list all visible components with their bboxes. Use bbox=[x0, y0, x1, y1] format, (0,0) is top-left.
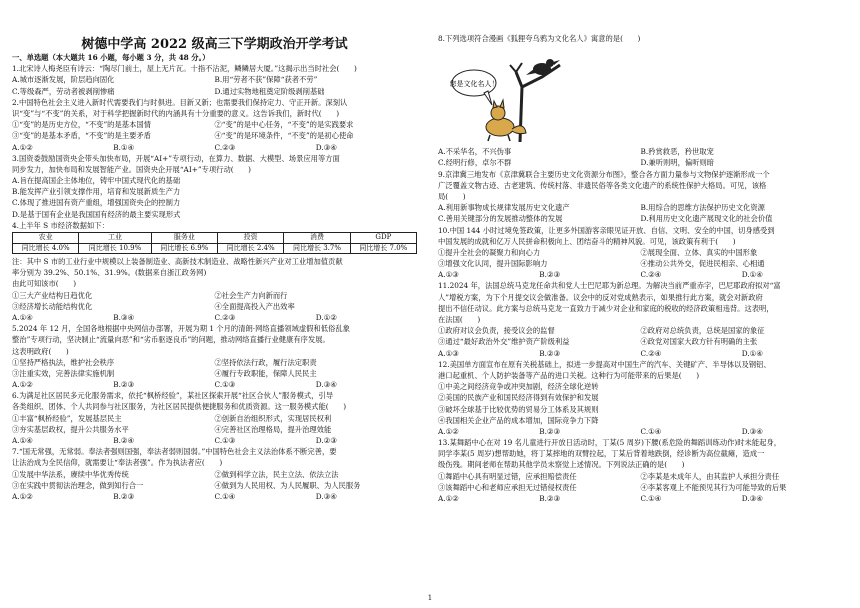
right-column bbox=[438, 0, 843, 504]
option-d: D.通过实物地租奠定阶级剥削基础 bbox=[214, 86, 325, 96]
answer-a: A.①④ bbox=[12, 312, 33, 322]
option-b: B.能发挥产业引领支撑作用，培育和发展新质生产力 bbox=[12, 187, 181, 197]
statement-3: ③在实践中贯彻法治理念，做到知行合一 bbox=[12, 480, 144, 490]
option-a: A.利用新事物成长规律发展历史文化遗产 bbox=[438, 203, 570, 213]
option-b: B.用综合的思维方法保护历史文化资源 bbox=[640, 203, 765, 213]
question-stem: 级伤残。期间老师在帮助其他学员未察觉上述情况。下列说法正确的是( ) bbox=[438, 460, 685, 470]
option-d: D.兼听则明，偏听则暗 bbox=[640, 158, 715, 168]
statement-2: ②坚持依法行政，履行法定职责 bbox=[214, 357, 317, 367]
question-stem: 广泛覆盖文物古迹、古老建筑、传统村落、非遗民俗等各类文化遗产的系统性保护大格局。可见，该格 bbox=[438, 180, 767, 190]
statement-3: ③夯实基层政权，提升公共服务水平 bbox=[12, 424, 129, 434]
table-cell: 服务业 bbox=[151, 233, 217, 244]
statement-4: ④政党对国家大政方针有明确的主张 bbox=[640, 337, 758, 347]
statement-3: ③经济增长动能结构优化 bbox=[12, 301, 93, 311]
statement-3: ③该舞蹈中心和老师应承担无过错侵权责任 bbox=[438, 482, 577, 492]
statement-2: ②李某是未成年人，由其监护人承担分责任 bbox=[640, 471, 780, 481]
option-c: C.善用关键部分的发展推动整体的发展 bbox=[438, 214, 563, 224]
answer-b: B.②③ bbox=[539, 494, 561, 503]
answer-b: B.②③ bbox=[539, 270, 561, 280]
question-stem: 同学李某(5 周岁)想帮助她，将丁某摔地的双臂拉起，丁某后背着地跌倒，经诊断为高位截瘫，造成一 bbox=[438, 449, 765, 459]
speech-bubble-text: 您是文化名人！ bbox=[450, 80, 499, 89]
statement-1: ①丰富“枫桥经验”，发展基层民主 bbox=[12, 413, 122, 423]
statement-1: ①中美之间经济竞争或冲突加剧，经济全球化逆转 bbox=[438, 382, 599, 392]
question-6 bbox=[12, 390, 417, 446]
option-c: C.体现了推进国有资产重组，增强国资央企的控制力 bbox=[12, 198, 181, 208]
question-7 bbox=[12, 446, 417, 502]
table-cell: 同比增长 3.7% bbox=[284, 243, 350, 254]
statement-2: ②“变”的是中心任务，“不变”的是实践要求 bbox=[214, 120, 354, 130]
question-stem: 12.美国单方面宣布在原有关税基础上，拟进一步提高对中国生产的汽车、关键矿产、半导体以及钢铝、 bbox=[438, 359, 771, 369]
answer-b: B.②③ bbox=[539, 426, 561, 436]
statement-1: ①提升全社会的凝聚力和向心力 bbox=[438, 247, 541, 257]
answer-c: C.①③ bbox=[214, 380, 236, 390]
table-cell: 消费 bbox=[284, 233, 350, 244]
question-2 bbox=[12, 97, 417, 153]
answer-b: B.③④ bbox=[113, 312, 135, 322]
question-stem: 提出不信任动议。此方案与总统马克龙一直致力于减少对企业和家庭的税收的经济政策相违背。这表明， bbox=[438, 303, 774, 313]
question-stem: 6.为满足社区居民多元化服务需求，依托“枫桥经验”，某社区探索开展“社区合伙人”服务模式，引导 bbox=[12, 391, 334, 401]
question-stem: 在法国( ) bbox=[438, 315, 481, 324]
answer-c: C.②③ bbox=[214, 312, 236, 322]
answer-d: D.③④ bbox=[741, 494, 763, 503]
exam-title: 树德中学高 2022 级高三下学期政治开学考试 bbox=[81, 37, 348, 52]
table-cell: 投资 bbox=[218, 233, 284, 244]
statement-4: ④完善社区治理格局，提升治理效能 bbox=[214, 424, 332, 434]
statement-4: ④李某客观上不能预见其行为可能导致的后果 bbox=[640, 482, 787, 492]
answer-d: D.③④ bbox=[315, 380, 337, 390]
answer-a: A.①② bbox=[12, 491, 33, 501]
question-stem: 整治”专项行动，坚决制止“流量向恶”和“劣币驱逐良币”的问题，推动网络直播行业健康有序发展。 bbox=[12, 335, 330, 345]
option-d: D.是基于国有企业是我国国有经济的最主要实现形式 bbox=[12, 209, 181, 219]
table-cell: 同比增长 4.0% bbox=[13, 243, 79, 254]
section-heading: 一、单选题（本大题共 16 小题，每小题 3 分，共 48 分。） bbox=[12, 53, 210, 62]
answer-b: B.②③ bbox=[113, 380, 135, 390]
answer-a: A.①④ bbox=[12, 436, 33, 445]
table-cell: 同比增长 2.4% bbox=[218, 243, 284, 254]
answer-c: C.①④ bbox=[214, 491, 236, 501]
question-9 bbox=[438, 169, 843, 225]
table-row bbox=[13, 243, 417, 254]
option-b: B.用“劳者不获”保障“获者不劳” bbox=[214, 75, 318, 85]
statement-4: ④全面提高投入产出效率 bbox=[214, 301, 295, 311]
option-c: C.等级森严，劳动者被剥削惨痛 bbox=[12, 86, 115, 96]
page-number: 1 bbox=[427, 594, 433, 602]
question-stem: 5.2024 年 12 月，全国各地根据中央网信办部署，开展为期 1 个月的清朗·网络直播领域虚假和低俗乱象 bbox=[12, 324, 350, 334]
answer-c: C.②④ bbox=[640, 270, 662, 280]
fox-crow-cartoon bbox=[450, 47, 580, 142]
statement-1: ①“变”的是历史方位，“不变”的是基本国情 bbox=[12, 120, 151, 130]
question-12 bbox=[438, 359, 843, 437]
question-3 bbox=[12, 153, 417, 220]
answer-a: A.①② bbox=[12, 380, 33, 390]
statement-3: ③“变”的是基本矛盾，“不变”的是主要矛盾 bbox=[12, 131, 151, 141]
question-13 bbox=[438, 437, 843, 504]
statement-3: ③破坏全球基于比较优势的贸易分工体系及其规则 bbox=[438, 404, 599, 414]
question-stem: 10.中国 144 小时过境免签政策，让更多外国游客亲眼见证开放、自信、文明、安全的中国，切身感受到 bbox=[438, 225, 775, 235]
question-stem: 11.2024 年，法国总统马克龙任命共和党人士巴尼耶为新总理。为解决当前严重赤字，巴尼耶政府拟对“富 bbox=[438, 281, 781, 291]
question-8 bbox=[438, 33, 843, 169]
statement-4: ④“变”的是环境条件，“不变”的是初心使命 bbox=[214, 131, 354, 141]
option-d: D.利用历史文化遗产展现文化的社会价值 bbox=[640, 214, 773, 224]
question-1 bbox=[12, 63, 417, 97]
question-11 bbox=[438, 280, 843, 358]
question-5 bbox=[12, 323, 417, 390]
statement-2: ②社会生产力向新而行 bbox=[214, 290, 288, 300]
option-a: A.城市逐渐发展，阶层趋向固化 bbox=[12, 75, 115, 85]
option-b: B.矜赏救恶，矜世取宠 bbox=[640, 147, 714, 157]
answer-d: D.③④ bbox=[315, 491, 337, 501]
question-stem: 8.下列选项符合漫画《狐狸夸乌鸦为文化名人》寓意的是( ) bbox=[438, 34, 641, 43]
answer-d: D.③④ bbox=[315, 142, 337, 152]
question-stem: 港口起重机、个人防护装备等产品的进口关税。这种行为可能带来的后果是( ) bbox=[438, 370, 700, 380]
statement-4: ④我国相关企业产品的成本增加，国际竞争力下降 bbox=[438, 415, 599, 425]
answer-d: D.①④ bbox=[741, 270, 763, 280]
statement-1: ①发展中华法系，赓续中华优秀传统 bbox=[12, 469, 129, 479]
answer-b: B.②③ bbox=[539, 348, 561, 358]
statement-3: ③通过“最好政治外交”维护资产阶级利益 bbox=[438, 337, 570, 347]
question-stem: 局( ) bbox=[438, 191, 466, 201]
answer-d: D.②③ bbox=[315, 436, 337, 445]
question-stem: 4.上半年 S 市经济数据如下： bbox=[12, 220, 109, 230]
statement-3: ③增强文化认同，提升国际影响力 bbox=[438, 259, 548, 269]
table-cell: 工业 bbox=[79, 233, 151, 244]
question-stem: 13.某舞蹈中心在对 19 名儿童进行开放日活动时，丁某(5 周岁)下腰(系危险的舞蹈训练动作)时未能起身， bbox=[438, 438, 782, 448]
statement-4: ④推动公共外交，促进民相亲、心相通 bbox=[640, 259, 765, 269]
statement-3: ③注重实效，完善法律实施机制 bbox=[12, 368, 115, 378]
answer-c: C.①④ bbox=[640, 426, 662, 436]
statement-2: ②做到科学立法，民主立法、依法立法 bbox=[214, 469, 339, 479]
question-stem: 由此可知该市( ) bbox=[12, 279, 77, 289]
answer-d: D.①④ bbox=[741, 348, 763, 358]
answer-c: C.②③ bbox=[214, 142, 236, 152]
answer-d: D.①② bbox=[315, 312, 337, 322]
statement-1: ①三大产业结构日趋优化 bbox=[12, 290, 93, 300]
statement-2: ②展现全面、立体、真实的中国形象 bbox=[640, 247, 758, 257]
statement-4: ④履行专政职能，保障人民民主 bbox=[214, 368, 317, 378]
statement-1: ①舞蹈中心具有明显过错，应承担赔偿责任 bbox=[438, 471, 577, 481]
question-stem: 中国发展的成就和亿万人民拼命积极向上、团结奋斗的精神风貌。可见，该政策有利于( ) bbox=[438, 236, 736, 246]
statement-1: ①坚持严格执法，维护社会秩序 bbox=[12, 357, 115, 367]
economic-data-table bbox=[12, 232, 417, 254]
answer-a: A.①③ bbox=[438, 348, 459, 358]
statement-2: ②美国的民族产业和国民经济得到有效保护和发展 bbox=[438, 393, 599, 403]
table-header-row bbox=[13, 233, 417, 244]
statement-2: ②创新自治组织形式，实现居民权利 bbox=[214, 413, 332, 423]
answer-a: A.①② bbox=[12, 142, 33, 152]
answer-d: D.③④ bbox=[741, 426, 763, 436]
answer-b: B.①④ bbox=[113, 142, 135, 152]
answer-b: B.②④ bbox=[113, 436, 135, 445]
question-stem: 让法治成为全民信仰，就需要让“奉法者强”。作为执法者应( ) bbox=[12, 458, 223, 468]
question-stem: 2.中国特色社会主义进入新时代需要我们与时俱进。目新又新；也需要我们保持定力、守正开新。深刻认 bbox=[12, 97, 348, 107]
table-cell: GDP bbox=[350, 233, 416, 244]
answer-a: A.①③ bbox=[438, 270, 459, 280]
answer-c: C.②④ bbox=[640, 348, 662, 358]
question-stem: 3.国资委鼓励国资央企带头加快布局，开展“AI+”专项行动，在算力、数据、大模型、场景应用等方面 bbox=[12, 153, 340, 163]
table-note: 注：其中 S 市的工业行业中规模以上装备制造业、高新技术制造业、战略性新兴产业对工业增加值贡献 bbox=[12, 257, 343, 266]
question-stem: 1.北宋诗人梅尧臣有诗云：“陶尽门前土，屋上无片瓦。十指不沾泥，鳞鳞居大厦。”这揭示出当时社会( ) bbox=[12, 64, 357, 74]
answer-c: C.①④ bbox=[640, 494, 662, 503]
question-stem: 9.京津冀三地发布《京津冀联合主要历史文化资源分布图》，整合各方面力量参与文物保护逐渐形成一个 bbox=[438, 169, 770, 179]
answer-a: A.①② bbox=[438, 494, 459, 503]
question-stem: 7.“国无常强，无常弱。奉法者强则国强，奉法者弱则国弱。”中国特色社会主义法治体系不断完善，要 bbox=[12, 447, 337, 457]
option-a: A.旨在提高国企主体地位，铸牢中国式现代化的基础 bbox=[12, 176, 181, 186]
question-10 bbox=[438, 225, 843, 281]
question-stem: 各类组织、团体、个人共同参与社区服务，为社区居民提供便捷服务和优质资源。这一服务模式能( ) bbox=[12, 402, 347, 412]
question-stem: 识“变”与“不变”的关系，对于科学把握新时代的内涵具有十分重要的意义。这告诉我们，新时代( ) bbox=[12, 108, 340, 118]
table-cell: 同比增长 7.0% bbox=[350, 243, 416, 254]
statement-2: ②政府对总统负责，总统是国家的象征 bbox=[640, 326, 765, 336]
answer-b: B.②③ bbox=[113, 491, 135, 501]
cartoon-illustration bbox=[450, 47, 580, 142]
answer-a: A.①② bbox=[438, 426, 459, 436]
table-note: 率分别为 39.2%、50.1%、31.9%。(数据来自浙江政务网) bbox=[12, 268, 207, 278]
left-column bbox=[12, 0, 417, 502]
question-stem: 人”增税方案，为下个月提交议会做准备。议会中的反对党成熟表示，如果推行此方案，就会对新政府 bbox=[438, 292, 763, 302]
question-4 bbox=[12, 220, 417, 323]
option-a: A.不采华名，不兴伪事 bbox=[438, 147, 512, 157]
question-stem: 这表明政府( ) bbox=[12, 346, 69, 356]
statement-4: ④做到为人民用权、为人民履职、为人民服务 bbox=[214, 480, 361, 490]
table-cell: 同比增长 6.9% bbox=[151, 243, 217, 254]
table-cell: 农业 bbox=[13, 233, 79, 244]
answer-c: C.①③ bbox=[214, 436, 236, 445]
question-stem: 同步发力，加快布局和发展智能产业。国资央企开展“AI+”专项行动( ) bbox=[12, 164, 252, 174]
table-cell: 同比增长 10.9% bbox=[79, 243, 151, 254]
option-c: C.经明行修，卓尔不群 bbox=[438, 158, 512, 168]
statement-1: ①政府对议会负责，接受议会的监督 bbox=[438, 326, 555, 336]
